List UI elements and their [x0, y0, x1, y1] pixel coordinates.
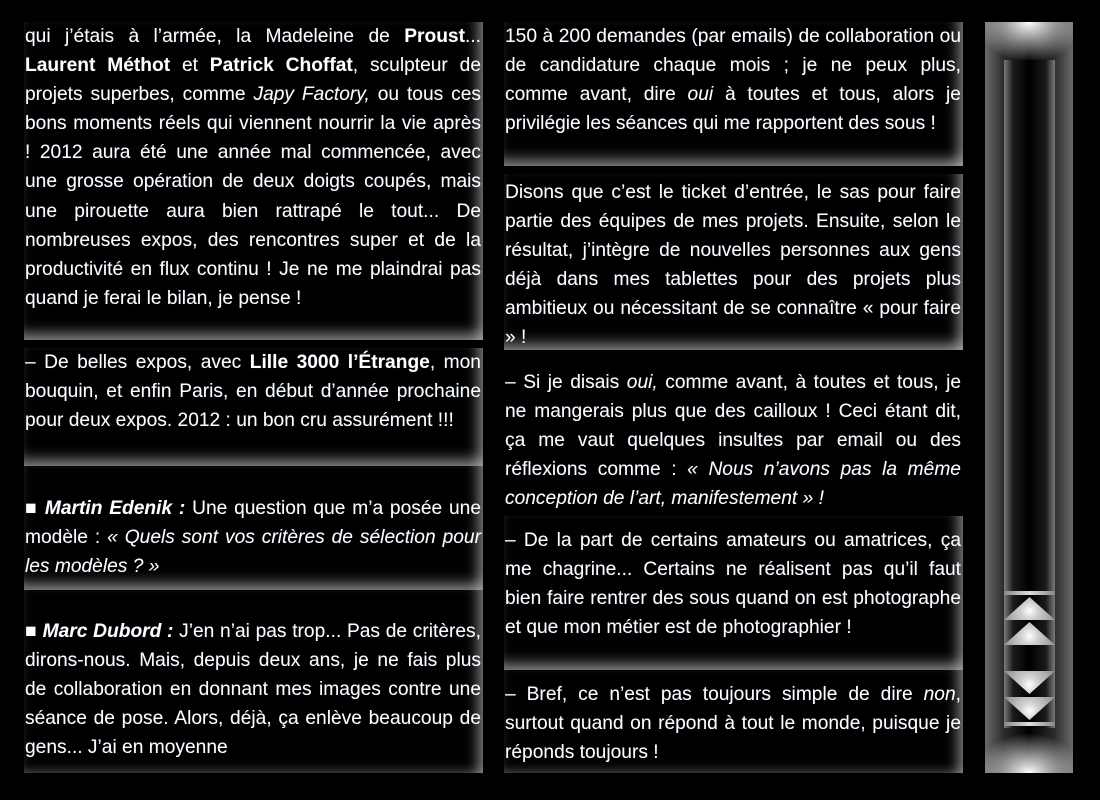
text: Disons que c’est le ticket d’entrée, le sas pour faire partie des équipes de mes projets. Ensuite, selon le résultat, j’intègre de nouvelles personnes aux gens déjà dans mes tablettes pour des projets plus ambitieux ou nécessitant de se connaître « pour faire » !	[505, 182, 961, 349]
text: ...	[465, 26, 481, 47]
text: ou tous ces bons moments réels qui viennent nourrir la vie après ! 2012 aura été une année mal commencée, avec une grosse opération de deux doigts coupés, mais une pirouette aura bien rattrapé le tout... De nombreuses expos, des rencontres super et de la productivité en flux continu ! Je ne me plaindrai pas quand je ferai le bilan, je pense !	[25, 84, 482, 309]
bullet-square-icon: ■	[25, 621, 37, 642]
italic-quote: « Quels sont vos critères de sélection pour les modèles ? »	[25, 527, 481, 578]
text: 150 à 200 demandes (par emails) de collaboration ou de candidature chaque mois ; je ne peux plus, comme avant, dire	[505, 26, 961, 106]
text: – Si je disais	[505, 372, 627, 393]
scrollbar[interactable]	[985, 22, 1073, 773]
paragraph	[504, 670, 963, 773]
text: Une question que m’a posée une modèle :	[25, 498, 482, 549]
text: , sculpteur de projets superbes, comme	[25, 55, 481, 106]
text: – De belles expos, avec	[25, 352, 250, 373]
text: , mon bouquin, et enfin Paris, en début d’année prochaine pour deux expos. 2012 : un bon cru assurément !!!	[25, 352, 481, 432]
bullet-square-icon: ■	[25, 498, 39, 519]
text: à toutes et tous, alors je privilégie les séances qui me rapportent des sous !	[505, 84, 961, 135]
text: et	[170, 55, 210, 77]
text-column-left	[24, 22, 483, 773]
text: – Bref, ce n’est pas toujours simple de dire	[505, 684, 924, 705]
italic-word: oui	[687, 84, 714, 106]
paragraph	[504, 358, 963, 516]
paragraph	[24, 466, 483, 590]
text: , surtout quand on répond à tout le monde, puisque je réponds toujours !	[505, 684, 961, 764]
scroll-bottom-bar-icon[interactable]	[1004, 722, 1055, 726]
text: – De la part de certains amateurs ou amatrices, ça me chagrine... Certains ne réalisent pas qu’il faut bien faire rentrer des sous quand on est photographe et que mon métier est de photographier !	[505, 530, 961, 639]
italic-quote: « Nous n’avons pas la même conception de l’art, manifestement » !	[505, 459, 961, 510]
bold-name: Lille 3000 l’Étrange	[249, 352, 430, 373]
text-column-right	[504, 22, 963, 773]
paragraph	[24, 348, 483, 466]
text: qui j’étais à l’armée, la Madeleine de	[25, 26, 405, 47]
speaker-name: Marc Dubord :	[42, 621, 174, 642]
paragraph	[504, 516, 963, 670]
italic-word: oui,	[626, 372, 658, 393]
paragraph	[24, 590, 483, 773]
speaker-name: Martin Edenik :	[44, 498, 186, 519]
scroll-top-bar-icon[interactable]	[1004, 591, 1055, 595]
italic-title: Japy Factory,	[253, 84, 370, 106]
text: comme avant, à toutes et tous, je ne mangerais plus que des cailloux ! Ceci étant dit, ça me vaut quelques insultes par email ou des réflexions comme :	[505, 372, 961, 481]
bold-name: Laurent Méthot	[25, 55, 171, 77]
bold-name: Proust	[404, 26, 465, 47]
bold-name: Patrick Choffat	[209, 55, 353, 77]
paragraph	[504, 22, 963, 166]
paragraph	[24, 22, 483, 340]
italic-word: non	[923, 684, 956, 705]
paragraph	[504, 174, 963, 350]
text: J’en n’ai pas trop... Pas de critères, dirons-nous. Mais, depuis deux ans, je ne fais plus de collaboration en donnant mes images contre une séance de pose. Alors, déjà, ça enlève beaucoup de gens... J’ai en moyenne	[25, 621, 481, 759]
